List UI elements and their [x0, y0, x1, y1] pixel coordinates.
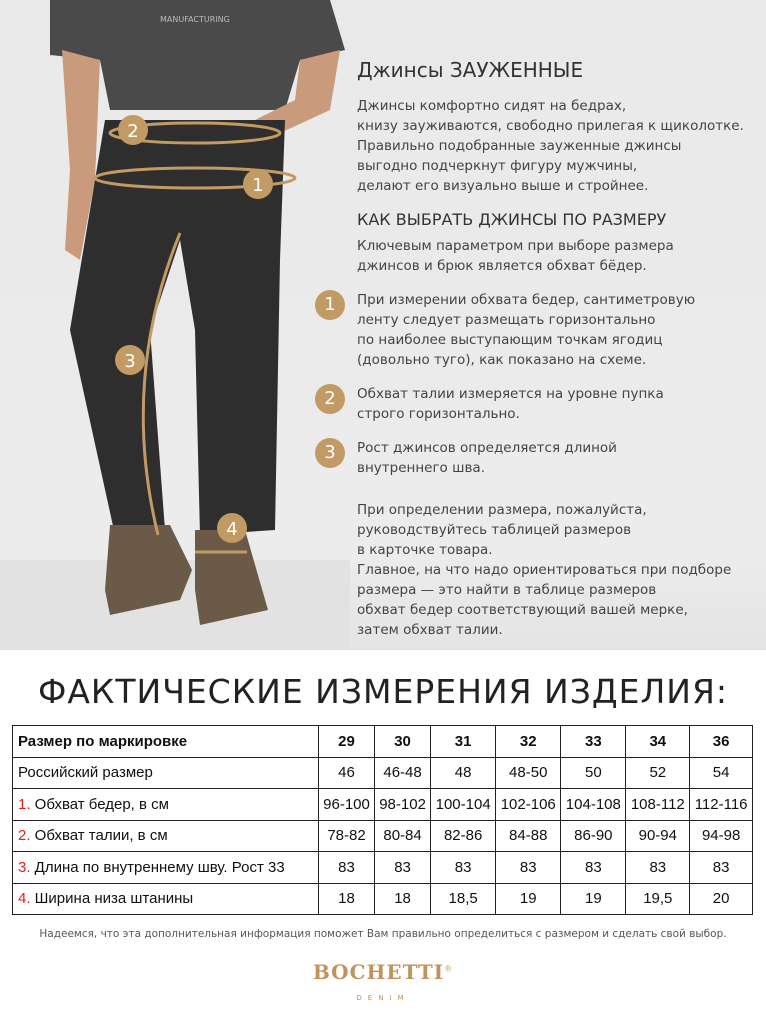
row-number: 2.	[18, 827, 31, 845]
how-title: КАК ВЫБРАТЬ ДЖИНСЫ ПО РАЗМЕРУ	[357, 210, 667, 229]
value-cell: 108-112	[626, 789, 690, 821]
marker-4: 4	[226, 519, 238, 540]
row-label	[13, 883, 319, 915]
value-cell: 48-50	[496, 757, 561, 789]
size-note: При определении размера, пожалуйста, руководствуйтесь таблицей размеров в карточке товара. Главное, на что надо ориентироваться при подборе размера — это найти в таблице размеров обхват бедер соответствующий вашей мерке, затем обхват талии.	[357, 502, 732, 638]
table-row	[13, 820, 753, 852]
value-cell: 83	[431, 852, 496, 884]
step-3	[324, 438, 757, 478]
table-row	[13, 883, 753, 915]
size-cell: 33	[561, 726, 626, 758]
how-text: Ключевым параметром при выборе размера джинсов и брюк является обхват бёдер.	[357, 238, 674, 274]
value-cell: 18	[375, 883, 431, 915]
size-cell: 36	[690, 726, 753, 758]
row-label	[13, 820, 319, 852]
footer-note: Надеемся, что эта дополнительная информация поможет Вам правильно определиться с размером и сделать свой выбор.	[39, 928, 727, 940]
value-cell: 18	[319, 883, 375, 915]
row-label-text: Ширина низа штанины	[30, 890, 194, 908]
row-label	[13, 852, 319, 884]
size-cell: 34	[626, 726, 690, 758]
value-cell: 84-88	[496, 820, 561, 852]
value-cell: 19,5	[626, 883, 690, 915]
row-label	[13, 789, 319, 821]
value-cell: 94-98	[690, 820, 753, 852]
value-cell: 83	[319, 852, 375, 884]
value-cell: 100-104	[431, 789, 496, 821]
size-table	[12, 725, 753, 915]
step-badge: 2	[315, 384, 345, 414]
marker-2: 2	[127, 121, 139, 142]
intro-text: Джинсы комфортно сидят на бедрах, книзу зауживаются, свободно прилегая к щиколотке. Правильно подобранные зауженные джинсы выгодно подчеркнут фигуру мужчины, делают его визуально выше и стройнее.	[357, 98, 744, 194]
table-row	[13, 852, 753, 884]
step-badge: 3	[315, 438, 345, 468]
step-text: Обхват талии измеряется на уровне пупка строго горизонтально.	[357, 386, 664, 422]
value-cell: 83	[561, 852, 626, 884]
row-label-text: Обхват талии, в см	[30, 827, 168, 845]
model-photo	[0, 0, 350, 650]
value-cell: 50	[561, 757, 626, 789]
size-cell: 30	[375, 726, 431, 758]
size-cell: 29	[319, 726, 375, 758]
value-cell: 98-102	[375, 789, 431, 821]
step-badge: 1	[315, 290, 345, 320]
row-number: 1.	[18, 795, 31, 813]
step-text: Рост джинсов определяется длиной внутреннего шва.	[357, 440, 617, 476]
info-panel	[324, 58, 757, 640]
row-label-text: Обхват бедер, в см	[30, 795, 169, 813]
value-cell: 46-48	[375, 757, 431, 789]
value-cell: 20	[690, 883, 753, 915]
step-text: При измерении обхвата бедер, сантиметровую ленту следует размещать горизонтально по наиболее выступающим точкам ягодиц (довольно туго), как показано на схеме.	[357, 292, 696, 368]
value-cell: 54	[690, 757, 753, 789]
value-cell: 19	[496, 883, 561, 915]
value-cell: 83	[690, 852, 753, 884]
value-cell: 48	[431, 757, 496, 789]
value-cell: 104-108	[561, 789, 626, 821]
value-cell: 83	[626, 852, 690, 884]
row-label-text: Российский размер	[18, 764, 153, 782]
value-cell: 19	[561, 883, 626, 915]
value-cell: 46	[319, 757, 375, 789]
table-row	[13, 757, 753, 789]
table-title: ФАКТИЧЕСКИЕ ИЗМЕРЕНИЯ ИЗДЕЛИЯ:	[37, 672, 729, 711]
value-cell: 96-100	[319, 789, 375, 821]
value-cell: 52	[626, 757, 690, 789]
value-cell: 86-90	[561, 820, 626, 852]
product-title: Джинсы ЗАУЖЕННЫЕ	[357, 58, 584, 82]
size-cell: 32	[496, 726, 561, 758]
value-cell: 83	[375, 852, 431, 884]
size-cell: 31	[431, 726, 496, 758]
step-2	[324, 384, 757, 424]
brand-name: BOCHETTI	[312, 960, 445, 984]
row-label-text: Длина по внутреннему шву. Рост 33	[30, 858, 285, 876]
row-number: 4.	[18, 890, 31, 908]
row-number: 3.	[18, 858, 31, 876]
value-cell: 102-106	[496, 789, 561, 821]
table-header-row	[13, 726, 753, 758]
marker-3: 3	[124, 351, 136, 372]
value-cell: 83	[496, 852, 561, 884]
brand-subtitle: DENIM	[356, 994, 410, 1002]
value-cell: 90-94	[626, 820, 690, 852]
value-cell: 78-82	[319, 820, 375, 852]
value-cell: 82-86	[431, 820, 496, 852]
registered-mark: ®	[444, 964, 454, 974]
row-label	[13, 757, 319, 789]
value-cell: 80-84	[375, 820, 431, 852]
value-cell: 112-116	[690, 789, 753, 821]
marker-1: 1	[252, 175, 264, 196]
brand-logo	[0, 960, 766, 984]
step-1	[324, 290, 757, 370]
shirt-print: MANUFACTURING	[160, 15, 230, 24]
value-cell: 18,5	[431, 883, 496, 915]
table-row	[13, 789, 753, 821]
header-label: Размер по маркировке	[13, 726, 319, 758]
